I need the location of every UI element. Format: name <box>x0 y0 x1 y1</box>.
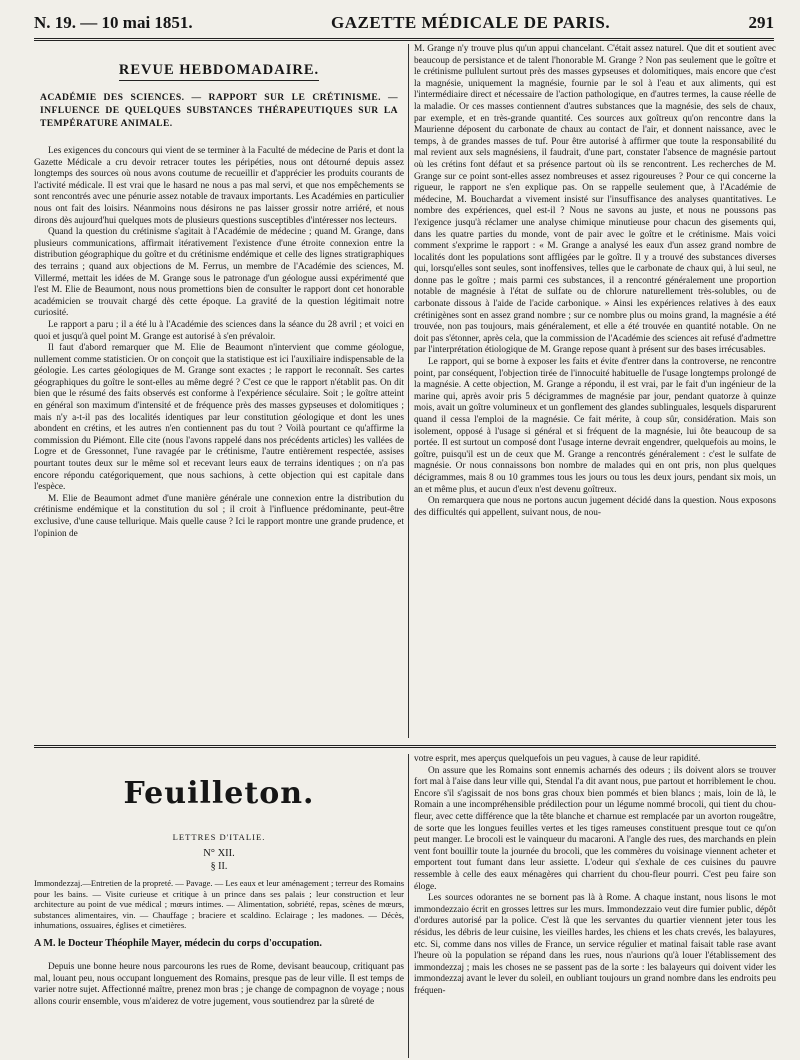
feuilleton-summary: Immondezzaj.—Entretien de la propreté. — Pavage. — Les eaux et leur aménagement ; terreur des Romains pour les bains. — Visite curieuse et critique à un prince dans ses palais ; leur construction et leur architecture au point de vue médical ; mœurs intimes. — Alimentation, sobriété, repas, scènes de mœurs, substances alimentaires, vin. — Chauffage ; braciere et scaldino. Eclairage ; les madones. — Décès, inhumations, ossuaires, églises et cimetières. <box>34 878 404 931</box>
journal-title: GAZETTE MÉDICALE DE PARIS. <box>331 13 611 32</box>
feuilleton-paragraph: Depuis une bonne heure nous parcourons les rues de Rome, devisant beaucoup, critiquant pas mal, louant peu, nous occupant longuement des Romains, presque pas de leur ville. Il est temps de varier notre sujet. Affectionné maître, prenez mon bras ; je change de compagnon de voyage ; nous allons courir ensemble, vous m'aiderez de votre jugement, vous soutiendrez par la sûreté de <box>34 961 404 1007</box>
revue-paragraph: Le rapport a paru ; il a été lu à l'Académie des sciences dans la séance du 28 avril ; et voici en quoi et jusqu'à quel point M. Grange est autorisé à s'en prévaloir. <box>34 319 404 342</box>
feuilleton-paragraph: On assure que les Romains sont ennemis acharnés des odeurs ; ils doivent alors se trouver fort mal à l'aise dans leur ville qui, Stendal l'a dit avant nous, pue partout et horriblement le chou. Encore s'il s'agissait de nos bons gras choux bien pommés et bien blancs ; mais, loin de là, le Romain a une incompréhensible prédilection pour un légume nommé brocoli, qui tient du chou-fleur, avec cette différence que la tête blanche et charnue est remplacée par un avorton rougeâtre, de sorte que les longues feuilles vertes et les tiges rameuses constituent presque tout ce qu'on peut manger. Le brocoli est le vainqueur du macaroni. A l'angle des rues, des marchands en plein vent font bouillir toute la journée du brocoli, que les commères du voisinage viennent acheter et emportent tout fumant dans leur assiette. L'odeur qui s'exhale de ces cuisines du pauvre ressemble à celle des eaux ménagères qui charrient du chou-fleur pourri. C'est peu faire son éloge. <box>414 765 776 892</box>
issue-date: N. 19. — 10 mai 1851. <box>34 13 193 32</box>
article-title: ACADÉMIE DES SCIENCES. — RAPPORT SUR LE CRÉTINISME. — INFLUENCE DE QUELQUES SUBSTANCES THÉRAPEUTIQUES SUR LA TEMPÉRATURE ANIMALE. <box>40 92 398 129</box>
feuilleton-heading: Feuilleton. <box>123 776 315 811</box>
revue-rubric: REVUE HEBDOMADAIRE. <box>34 62 404 79</box>
revue-paragraph: M. Elie de Beaumont admet d'une manière générale une connexion entre la distribution du crétinisme endémique et la constitution du sol ; il croit à l'influence prédominante, peut-être exclusive, d'une cause tellurique. Mais quelle cause ? Ici le rapport montre une grande prudence, et l'opinion de <box>34 493 404 539</box>
page-number: 291 <box>748 13 774 32</box>
revue-paragraph: On remarquera que nous ne portons aucun jugement décidé dans la question. Nous exposons des difficultés qui appellent, suivant nous, de nou- <box>414 496 776 518</box>
feuilleton-right-column <box>414 754 776 1058</box>
revue-right-column <box>414 44 776 738</box>
feuilleton-left-column <box>34 754 404 1058</box>
revue-paragraph: M. Grange n'y trouve plus qu'un appui chancelant. C'était assez naturel. Que dit et soutient avec beaucoup de persistance et de talent l'honorable M. Grange ? Non pas seulement que le goître et le crétinisme pullulent surtout près des masses gypseuses et dolomitiques, mais encore que c'est la magnésie, uniquement la magnésie, fournie par le sol à l'eau et aux aliments, qui est l'intermédiaire direct et nécessaire de l'action pathologique, en d'autres termes, la cause réelle de la maladie. Or ces masses contiennent d'autres substances que la magnésie, des sels de chaux, par exemple, et en très-grande quantité. Ces sources aux goîtreux qu'on rencontre dans la Maurienne déposent du carbonate de chaux au contact de l'air, et donnent naissance, avec le temps, à de grandes masses de tuf. Pour être autorisé à affirmer que toute la responsabilité du mal revient aux sels magnésiens, il faudrait, d'une part, constater l'absence de magnésie partout où les crétins font défaut et sa présence partout où ils se rencontrent. Les recherches de M. Grange sur ce point sont-elles assez nombreuses et assez rigoureuses ? Pour ce qui concerne la rigueur, le rapport ne s'en explique pas. On se rappelle seulement que, à l'Académie de médecine, M. Bouchardat a vivement insisté sur l'insuffisance des analyses quantitatives. Le nombre des expériences, quel est-il ? Nous ne savons au juste, et nous ne poussons pas l'exigence jusqu'à réclamer une analyse chimique minutieuse pour chacun des gisements qui, dans les quatre parties du monde, vont de pair avec le goître et le crétinisme. Mais voici comment s'exprime le rapport : « M. Grange a analysé les eaux d'un assez grand nombre de localités dont les populations sont affligées par le goître. Il y a trouvé des substances diverses qui, lorsqu'elles sont seules, sont inoffensives, telles que le carbonate de chaux qui, à lui seul, ne donne pas le goître ; mais parmi ces substances, il a rencontré généralement une proportion notable de magnésie à l'état de sulfate ou de chlorure naturellement très-solubles, ou de carbonate dissous à l'aide de l'acide carbonique. » Ainsi les expériences relatives à des eaux crétinigènes sont en assez grand nombre ; sur ce nombre plus ou moins grand, la magnésie a été trouvée, non pas toujours, mais généralement, et elle a été trouvée en quantité notable. On ne doit pas s'étonner, après cela, que la commission de l'Académie des sciences ait refusé d'admettre par l'interprétation étiologique de M. Grange repose quant à présent sur des bases irrécusables. <box>414 44 776 356</box>
feuilleton-paragraph: Les sources odorantes ne se bornent pas là à Rome. A chaque instant, nous lisons le mot immondezzaio écrit en grosses lettres sur les murs. Immondezzaio veut dire fumier public, dépôt d'ordures autorisé par la police. C'est là que les servantes du quartier viennent jeter tous les résidus, les débris de leur cuisine, les vieilles hardes, les chiens et les chats crevés, les balayures, etc. Si, comme dans nos villes de France, un service régulier et matinal faisait table rase avant l'heure où la population se répand dans les rues, nous n'aurions qu'à louer l'établissement des immondezzaj ; mais les choses ne se passent pas de la sorte : les balayeurs qui doivent vider les immondezzaj avant le lever du soleil, en oubliant toujours un grand nombre dans les endroits peu fréquen- <box>414 893 776 996</box>
revue-paragraph: Le rapport, qui se borne à exposer les faits et évite d'entrer dans la controverse, ne rencontre point, par conséquent, l'objection tirée de l'innocuité habituelle de l'usage longtemps prolongé de la magnésie. A cette objection, M. Grange a répondu, il est vrai, par le fait d'un ingénieur de la marine qui, après avoir pris 5 décigrammes de magnésie par jour, pendant quatorze à quinze mois, avait un goître volumineux et un gonflement des glandes sublinguales, lesquels disparurent quand il cessa l'emploi de la magnésie. Ce fait mérite, à coup sûr, considération. Mais son isolement, opposé à l'usage si général et si fréquent de la magnésie, lui ôte beaucoup de sa portée. Il est surtout un composé dont l'usage interne devrait engendrer, quelquefois au moins, le goître, puisqu'il est un de ceux que M. Grange a rencontrés généralement : c'est le sulfate de magnésie. Or nous connaissons bon nombre de malades qui en ont pris, non plus quelques décigrammes, mais 8 ou 10 grammes tous les jours ou tous les deux jours, pendant six mois, un an et même plus, et aucun d'eux n'est devenu goîtreux. <box>414 357 776 495</box>
revue-paragraph: Il faut d'abord remarquer que M. Elie de Beaumont n'intervient que comme géologue, nullement comme statisticien. Or on conçoit que la statistique est ici l'auxiliaire indispensable de la géologie. Les cartes géologiques de M. Grange sont exactes ; le rapport le reconnaît. Ses cartes géographiques du goître le sont-elles au même degré ? C'est ce que le rapport n'établit pas. On dit bien que le résumé des faits observés est conforme à l'expérience séculaire. Soit ; le goître atteint en général son maximum d'intensité et de fréquence près des masses gypseuses et dolomitiques ; mais n'y a-t-il pas des localités identiques par leur constitution géologique et dont les unes abondent en crétins, et les autres n'en contiennent pas du tout ? Voilà pourtant ce qu'affirme la commission du Piémont. Elle cite (nous l'avons rappelé dans nos précédents articles) les vallées de Logre et de Gressonnet, l'une ravagée par le crétinisme, l'autre entièrement respectée, assises pourtant toutes deux sur le même sol et recevant leurs eaux de terrains identiques ; on n'a pas encore répondu catégoriquement, que nous sachions, à cette objection qui est capitale dans l'espèce. <box>34 343 404 493</box>
feuilleton-addressee: A M. le Docteur Théophile Mayer, médecin du corps d'occupation. <box>34 937 322 949</box>
feuilleton-section: § II. <box>210 861 228 872</box>
feuilleton-number: N° XII. <box>203 848 235 859</box>
column-divider <box>408 44 409 738</box>
feuilleton-paragraph: votre esprit, mes aperçus quelquefois un peu vagues, à cause de leur rapidité. <box>414 754 701 764</box>
column-divider <box>408 754 409 1058</box>
revue-left-column <box>34 48 404 738</box>
feuilleton-series: LETTRES D'ITALIE. <box>172 832 266 842</box>
revue-paragraph: Quand la question du crétinisme s'agitait à l'Académie de médecine ; quand M. Grange, dans plusieurs communications, affirmait itérativement l'existence d'une étroite connexion entre la distribution géographique du goître et du crétinisme endémique et celle des lignes stratigraphiques des terrains ; quand aux objections de M. Ferrus, un membre de l'Académie des sciences, M. Villermé, mettait les idées de M. Grange sous le patronage d'un géologue aussi expérimenté que l'est M. Elie de Beaumont, nous nous promettions bien de consulter le rapport dont cet honorable académicien se trouvait chargé dès cette époque. La gravité de la question légitimait notre curiosité. <box>34 227 404 319</box>
feuilleton-separator <box>34 745 776 748</box>
masthead <box>34 8 774 41</box>
revue-paragraph: Les exigences du concours qui vient de se terminer à la Faculté de médecine de Paris et dont la Gazette Médicale a cru devoir retracer toutes les péripéties, nous ont détourné depuis assez longtemps des sources où nous avons coutume de recueillir et d'apprécier les produits courants de l'activité médicale. Il est vrai que le hasard ne nous a pas mal servi, et que nos empêchements se sont rencontrés avec une pénurie assez notable de travaux importants. Les Académies en particulier nous ont fait des loisirs. Néanmoins nous désirons ne pas laisser grossir notre arriéré, et nous dirons dès aujourd'hui quelques mots de plusieurs questions susceptibles d'intéresser nos lecteurs. <box>34 146 404 226</box>
